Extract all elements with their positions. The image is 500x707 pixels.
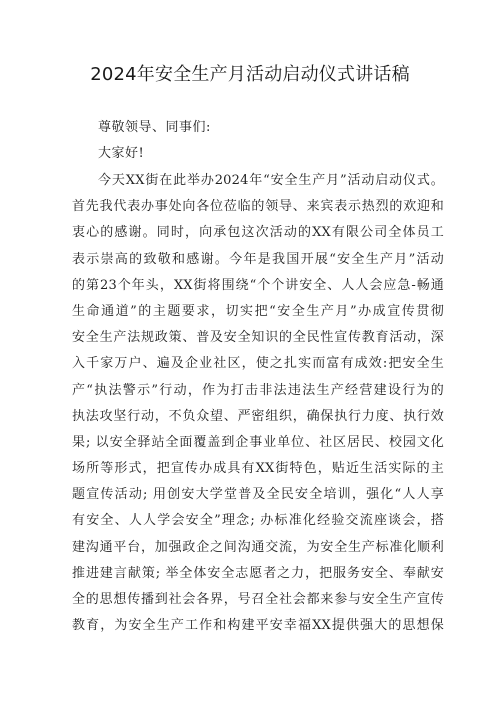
salutation: 尊敬领导、同事们: [98,120,211,135]
body-line: 衷心的感谢。同时，向承包这次活动的XX有限公司全体员工 [72,225,444,241]
body-line: 有安全、人人学会安全”理念; 办标准化经验交流座谈会，搭 [72,513,444,529]
body-line: 执法攻坚行动，不负众望、严密组织，确保执行力度、执行效 [72,408,444,424]
body-line: 全的思想传播到社会各界，号召全社会都来参与安全生产宣传 [72,592,444,607]
body-line: 今天XX街在此举办2024年“安全生产月”活动启动仪式。 [98,173,444,188]
greeting: 大家好! [98,146,145,161]
document-title: 2024年安全生产月活动启动仪式讲话稿 [90,64,410,85]
body-line: 安全生产法规政策、普及安全知识的全民性宣传教育活动，深 [72,330,444,346]
body-line: 场所等形式，把宣传办成具有XX街特色，贴近生活实际的主 [72,461,444,477]
body-line: 入千家万户、遍及企业社区，使之扎实而富有成效:把安全生 [72,356,444,372]
body-line: 建沟通平台，加强政企之间沟通交流，为安全生产标准化顺利 [72,539,444,555]
body-line: 的第23个年头，XX街将围绕“个个讲安全、人人会应急-畅通 [72,277,444,293]
body-line: 推进建言献策; 举全体安全志愿者之力，把服务安全、奉献安 [72,565,444,581]
body-line: 产“执法警示”行动，作为打击非法违法生产经营建设行为的 [72,382,444,398]
body-line: 首先我代表办事处向各位莅临的领导、来宾表示热烈的欢迎和 [72,199,444,215]
speech-body [72,168,444,639]
body-line: 题宣传活动; 用创安大学堂普及全民安全培训，强化“人人享 [72,487,444,503]
body-line: 表示崇高的致敬和感谢。今年是我国开展“安全生产月”活动 [72,251,444,267]
body-line: 生命通道”的主题要求，切实把“安全生产月”办成宣传贯彻 [72,303,444,319]
body-line: 果; 以安全驿站全面覆盖到企事业单位、社区居民、校园文化 [72,434,444,450]
body-line: 教育，为安全生产工作和构建平安幸福XX提供强大的思想保 [72,618,444,634]
